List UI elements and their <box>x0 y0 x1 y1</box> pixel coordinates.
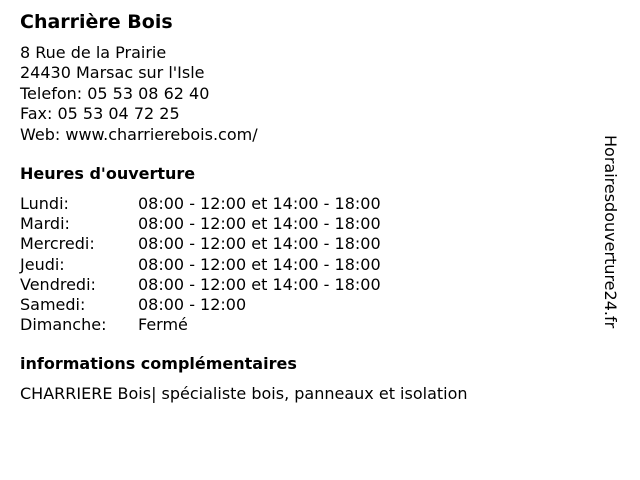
street-address: 8 Rue de la Prairie <box>20 43 167 62</box>
additional-info-text: CHARRIERE Bois| spécialiste bois, panneaux et isolation <box>20 384 468 403</box>
day-label: Jeudi: <box>20 254 65 274</box>
contact-block <box>20 43 258 145</box>
time-value: 08:00 - 12:00 et 14:00 - 18:00 <box>138 234 381 254</box>
time-value: 08:00 - 12:00 et 14:00 - 18:00 <box>138 274 381 294</box>
time-value: 08:00 - 12:00 et 14:00 - 18:00 <box>138 214 381 234</box>
day-label: Samedi: <box>20 294 86 314</box>
time-value: Fermé <box>138 315 188 335</box>
website-link[interactable]: Web: www.charrierebois.com/ <box>20 124 258 144</box>
time-value: 08:00 - 12:00 et 14:00 - 18:00 <box>138 194 381 213</box>
opening-hours-heading: Heures d'ouverture <box>20 164 196 183</box>
day-label: Dimanche: <box>20 315 107 335</box>
day-label: Mardi: <box>20 214 70 234</box>
additional-info-heading: informations complémentaires <box>20 354 297 373</box>
city-address: 24430 Marsac sur l'Isle <box>20 63 205 83</box>
business-name: Charrière Bois <box>20 11 173 33</box>
day-label: Lundi: <box>20 194 69 213</box>
day-label: Vendredi: <box>20 274 96 294</box>
watermark-text: Horairesdouverture24.fr <box>601 135 620 329</box>
time-value: 08:00 - 12:00 <box>138 294 247 314</box>
day-label: Mercredi: <box>20 234 95 254</box>
time-value: 08:00 - 12:00 et 14:00 - 18:00 <box>138 254 381 274</box>
fax-number: Fax: 05 53 04 72 25 <box>20 104 180 124</box>
phone-number: Telefon: 05 53 08 62 40 <box>20 83 210 103</box>
